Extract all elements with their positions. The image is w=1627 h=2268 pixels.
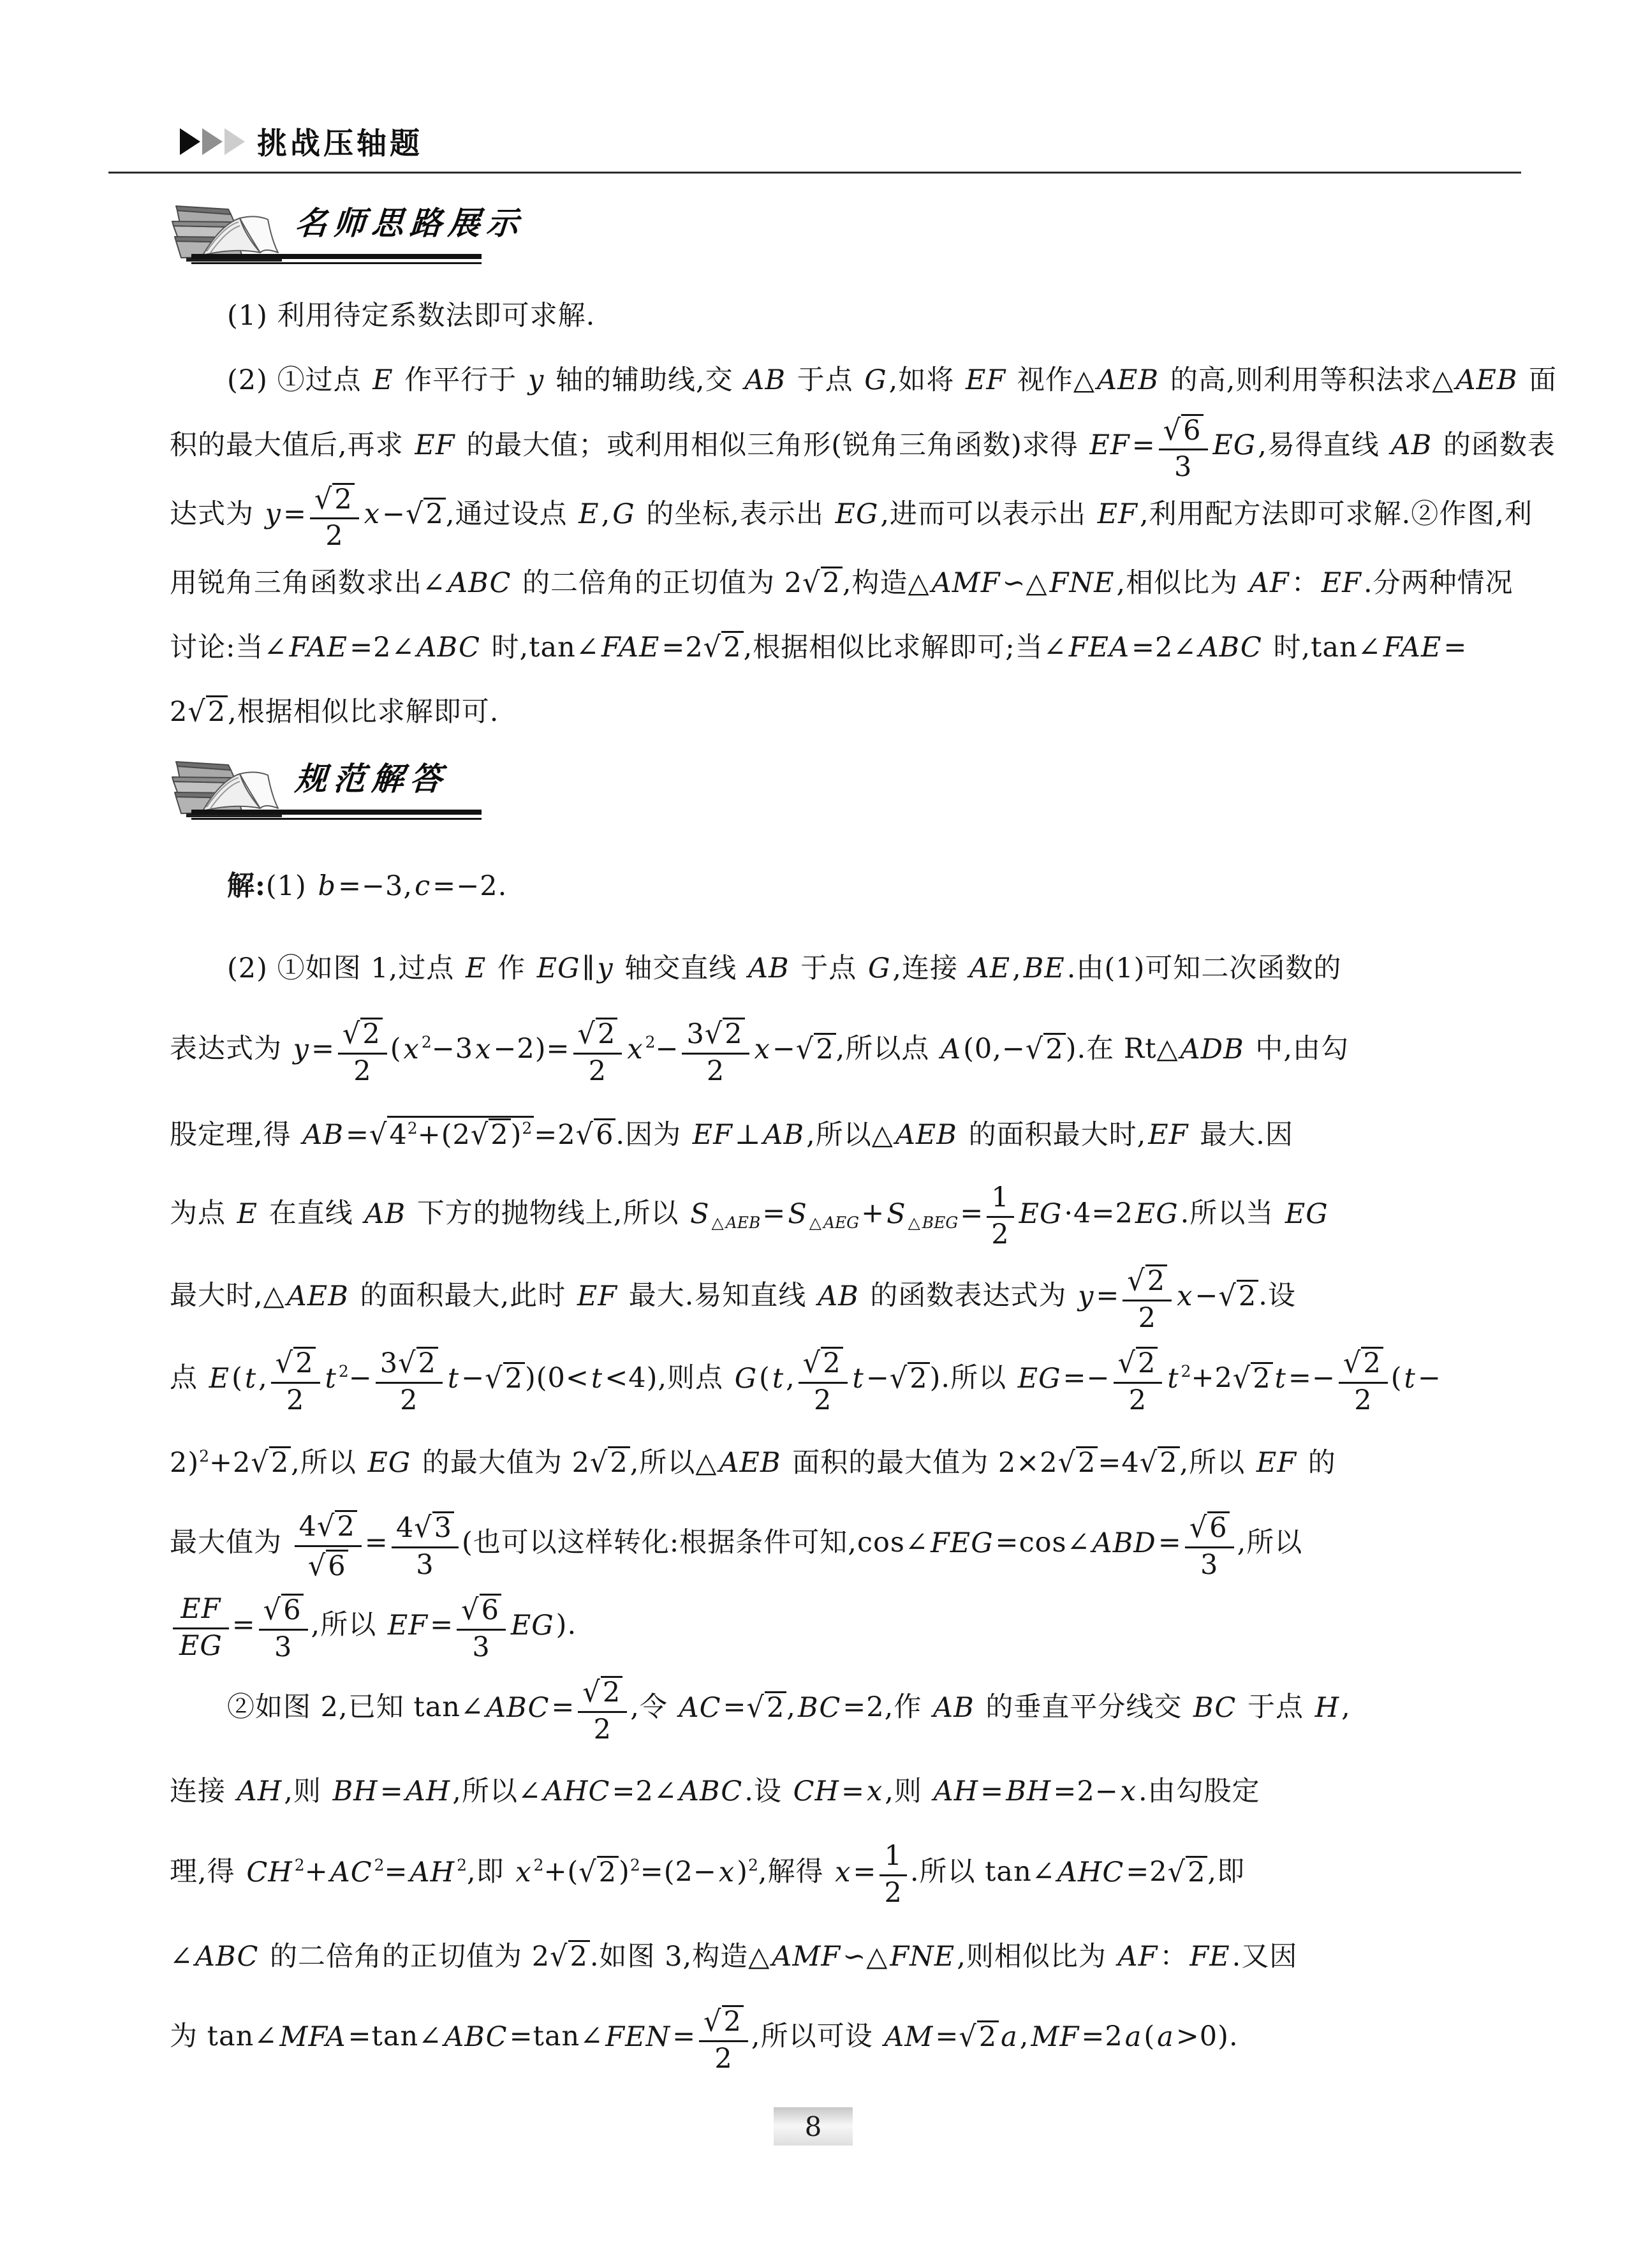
text-line: 点 E(t, $\frac{√2}{2}$ t $^2$− $\frac{3√2}{2}$ t−√2)(0<t<4),则点 G(t, $\frac{√2}{2}$ t−√2).所以 EG=− $\frac{√2}{2}$ t $^2$+2√2 t=− $\frac{√2}{2}$ (t−: [170, 1347, 1441, 1416]
section-header-solution: [165, 742, 802, 838]
paragraph-thinking: [170, 284, 1557, 745]
section-underline: [191, 254, 482, 264]
triple-chevron-icon: [180, 128, 247, 155]
text-line: 表达式为 y= $\frac{√2}{2}$ (x $^2$−3x−2)= $\frac{√2}{2}$ x $^2$− $\frac{3√2}{2}$ x−√2,所以点 A(0,−√2).在 Rt△ADB 中,由勾: [170, 1018, 1350, 1087]
page-title: 挑战压轴题: [257, 126, 423, 161]
text-line: 为 tan∠MFA=tan∠ABC=tan∠FEN= $\frac{√2}{2}$ ,所以可设 AM=√2 a,MF=2a(a>0).: [170, 2005, 1239, 2075]
text-line: 理,得 CH $^2$+AC $^2$=AH $^2$,即 x $^2+(√2)^2=(2-x)^2$,解得 x= $\frac{1}{2}$ .所以 tan∠AHC=2√2,即: [170, 1840, 1246, 1909]
text-line: $\frac{EF}{EG}$ = $\frac{√6}{3}$ ,所以 EF= $\frac{√6}{3}$ EG).: [170, 1586, 1468, 1668]
chevron-light-icon: [225, 128, 245, 155]
section-title: 规范解答: [293, 760, 450, 797]
text-line: 连接 AH,则 BH=AH,所以∠AHC=2∠ABC.设 CH=x,则 AH=BH=2−x.由勾股定: [170, 1775, 1260, 1807]
text-line: (1) 利用待定系数法即可求解.: [227, 299, 596, 332]
text-line: 最大时,△AEB 的面积最大,此时 EF 最大.易知直线 AB 的函数表达式为 y= $\frac{√2}{2}$ x−√2.设: [170, 1264, 1296, 1334]
text-line: 用锐角三角函数求出∠ABC 的二倍角的正切值为 2√2,构造△AMF∽△FNE,相似比为 AF：EF.分两种情况: [170, 567, 1513, 600]
text-line: ②如图 2,已知 tan∠ABC= $\frac{√2}{2}$ ,令 AC=√2,BC=2,作 AB 的垂直平分线交 BC 于点 H,: [227, 1676, 1351, 1745]
section-header-thinking: [165, 186, 802, 282]
text-line: 为点 E 在直线 AB 下方的抛物线上,所以 S $_{\triangle AEB}$=S $_{\triangle AEG}$+S $_{\triangle BEG}$= $\frac{1}{2}$ EG·4=2EG.所以当 EG: [170, 1182, 1329, 1250]
text-line: 最大值为 $\frac{4√2}{√6}$ = $\frac{4√3}{3}$ (也可以这样转化:根据条件可知,cos∠FEG=cos∠ABD= $\frac{√6}{3}$ ,所以: [170, 1510, 1303, 1583]
section-underline: [191, 810, 482, 820]
text-line: 2√2,根据相似比求解即可.: [170, 695, 499, 729]
section-title: 名师思路展示: [293, 204, 526, 242]
text-line: 股定理,得 $AB=√4^2+(2√2)^2=2√6$.因为 EF⊥AB,所以△AEB 的面积最大时,EF 最大.因: [170, 1092, 1468, 1175]
page-header: [108, 120, 1521, 174]
chevron-black-icon: [180, 128, 200, 155]
text-line: 积的最大值后,再求 EF 的最大值；或利用相似三角形(锐角三角函数)求得 EF= $\frac{√6}{3}$ EG,易得直线 AB 的函数表: [170, 413, 1556, 484]
page-number-badge: 8: [774, 2107, 853, 2146]
text-line: ∠ABC 的二倍角的正切值为 2√2.如图 3,构造△AMF∽△FNE,则相似比为 AF：FE.又因: [170, 1939, 1298, 1973]
chevron-gray-icon: [202, 128, 223, 155]
text-line: 达式为 y= $\frac{√2}{2}$ x−√2,通过设点 E,G 的坐标,表示出 EG,进而可以表示出 EF,利用配方法即可求解.②作图,利: [170, 483, 1533, 552]
text-line: 讨论:当∠FAE=2∠ABC 时,tan∠FAE=2√2,根据相似比求解即可;当∠FEA=2∠ABC 时,tan∠FAE=: [170, 631, 1468, 665]
text-line: (2) ①过点 E 作平行于 y 轴的辅助线,交 AB 于点 G,如将 EF 视作△AEB 的高,则利用等积法求△AEB 面: [227, 364, 1557, 396]
text-line: 解:(1) b=−3,c=−2.: [227, 870, 508, 902]
text-line: 2)$^2$+2√2,所以 EG 的最大值为 2√2,所以△AEB 面积的最大值为 2×2√2=4√2,所以 EF 的: [170, 1446, 1336, 1479]
text-line: (2) ①如图 1,过点 E 作 EG∥y 轴交直线 AB 于点 G,连接 AE,BE.由(1)可知二次函数的: [227, 952, 1342, 984]
paragraph-solution: [170, 845, 1468, 2080]
